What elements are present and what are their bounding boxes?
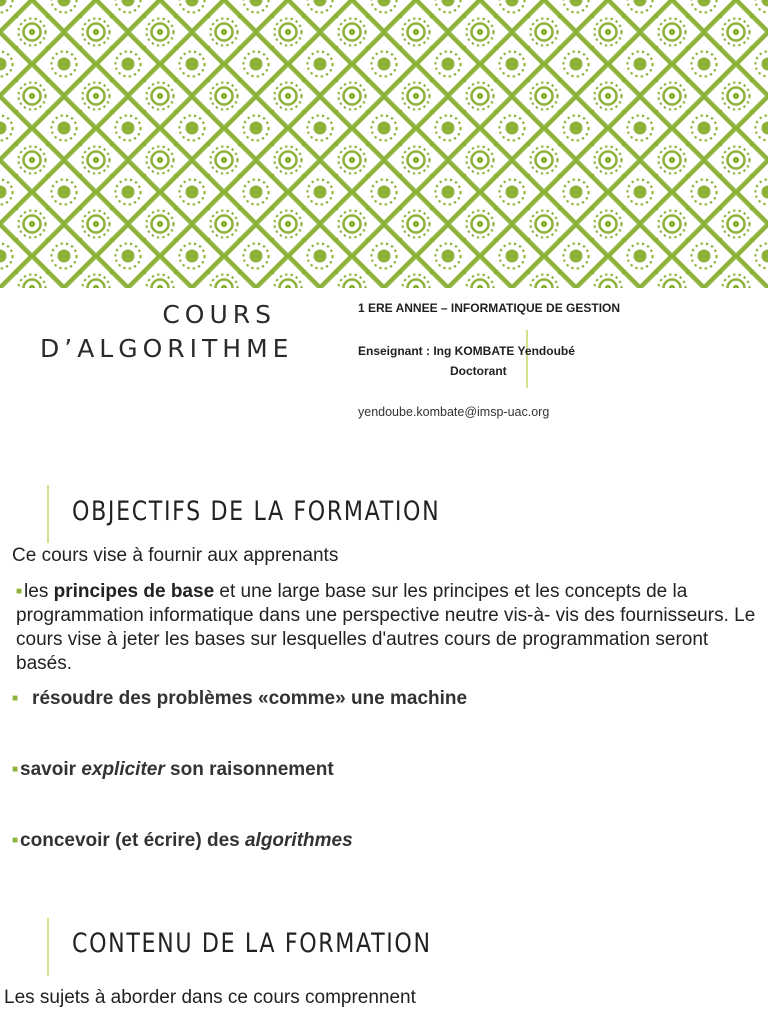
teacher-status: Doctorant <box>450 364 507 378</box>
content-heading-rule <box>47 918 49 976</box>
objectives-heading-rule <box>47 485 49 543</box>
teacher-email: yendoube.kombate@imsp-uac.org <box>358 405 550 419</box>
content-intro: Les sujets à aborder dans ce cours comprennent <box>4 987 416 1008</box>
title-divider <box>526 330 528 388</box>
square-bullet-icon: ■ <box>12 835 19 846</box>
teacher-label: Enseignant : Ing KOMBATE Yendoubé <box>358 344 575 358</box>
content-heading: CONTENU DE LA FORMATION <box>72 928 432 959</box>
course-title <box>40 298 294 366</box>
objective-item-4: ■ concevoir (et écrire) des algorithmes <box>12 830 353 851</box>
square-bullet-icon: ■ <box>12 764 19 775</box>
square-bullet-icon: ■ <box>16 586 23 597</box>
decorative-pattern-banner <box>0 0 768 288</box>
objectives-intro: Ce cours vise à fournir aux apprenants <box>12 545 339 566</box>
objectives-heading: OBJECTIFS DE LA FORMATION <box>72 496 441 527</box>
course-title-line2: D’ALGORITHME <box>40 334 294 363</box>
objective-item-1: ■ les principes de base et une large base sur les principes et les concepts de la programmation informatique dans une perspective neutre vis-à- vis des fournisseurs. Le cours vise à jeter les bases sur lesquelles d'autres cours de programmation seront basés. <box>16 581 756 674</box>
course-title-line1: COURS <box>162 300 276 329</box>
objective-item-1-emphasis: principes de base <box>53 581 215 602</box>
square-bullet-icon: ■ <box>12 693 19 704</box>
objective-item-3: ■ savoir expliciter son raisonnement <box>12 759 334 780</box>
objective-item-2: ■ résoudre des problèmes «comme» une machine <box>12 688 468 709</box>
year-label: 1 ERE ANNEE – INFORMATIQUE DE GESTION <box>358 301 621 315</box>
